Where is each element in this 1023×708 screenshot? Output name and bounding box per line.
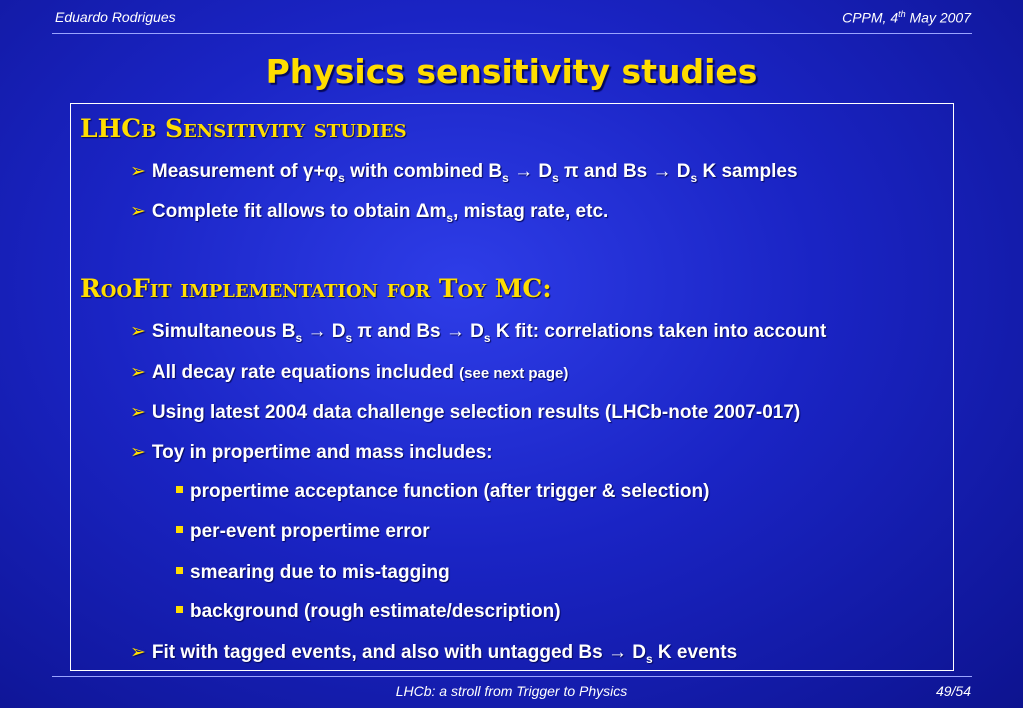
footer-rule — [52, 676, 972, 677]
header-author: Eduardo Rodrigues — [55, 9, 176, 25]
arrow-bullet-icon: ➢ — [130, 401, 146, 423]
bullet-toy-includes: ➢ Toy in propertime and mass includes: — [130, 441, 493, 463]
arrow-bullet-icon: ➢ — [130, 200, 146, 222]
page-number: 49/54 — [935, 683, 971, 699]
slide-title: Physics sensitivity studies — [265, 52, 758, 91]
arrow-bullet-icon: ➢ — [130, 320, 146, 342]
square-bullet-icon — [176, 486, 183, 493]
section-heading-roofit: RooFit implementation for Toy MC: — [80, 274, 552, 303]
bullet-complete-fit: ➢ Complete fit allows to obtain $\Delta m_s$, mistag rate, etc. — [130, 200, 609, 225]
square-bullet-icon — [176, 606, 183, 613]
subbullet-mistagging: smearing due to mis-tagging — [176, 562, 450, 584]
arrow-bullet-icon: ➢ — [130, 441, 146, 463]
bullet-untagged: ➢ Fit with tagged events, and also with untagged $Bs \to D_s$ K events — [130, 641, 738, 666]
section-heading-lhcb: LHCb Sensitivity studies — [80, 114, 407, 143]
square-bullet-icon — [176, 567, 183, 574]
bullet-measurement: ➢ Measurement of $\gamma+\varphi_s$ with combined $B_s \to D_s$ π and $Bs \to D_s$ K samples — [130, 160, 798, 185]
bullet-simultaneous: ➢ Simultaneous $B_s \to D_s$ π and $Bs \to D_s$ K fit: correlations taken into account — [130, 320, 827, 345]
arrow-bullet-icon: ➢ — [130, 160, 146, 182]
subbullet-acceptance: propertime acceptance function (after trigger & selection) — [176, 481, 709, 503]
arrow-bullet-icon: ➢ — [130, 361, 146, 383]
arrow-bullet-icon: ➢ — [130, 641, 146, 663]
subbullet-error: per-event propertime error — [176, 521, 430, 543]
header-rule — [52, 33, 972, 34]
header-venue: CPPM, 4th May 2007 — [842, 9, 971, 26]
footer-title: LHCb: a stroll from Trigger to Physics — [395, 683, 628, 699]
bullet-decay-rate: ➢ All decay rate equations included (see next page) — [130, 361, 569, 383]
subbullet-background: background (rough estimate/description) — [176, 601, 561, 623]
content-frame — [70, 103, 954, 671]
bullet-data-challenge: ➢ Using latest 2004 data challenge selection results (LHCb-note 2007-017) — [130, 401, 801, 423]
square-bullet-icon — [176, 526, 183, 533]
